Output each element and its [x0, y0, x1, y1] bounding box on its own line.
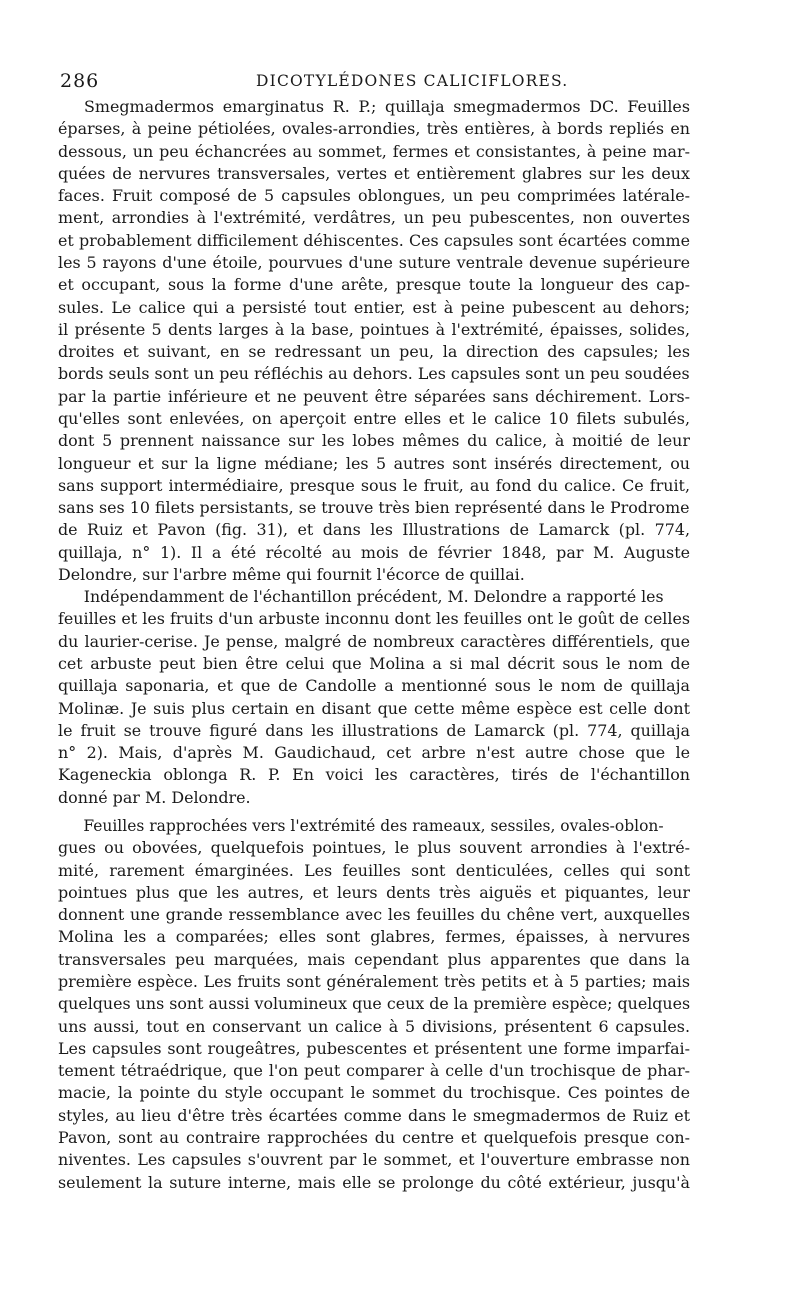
- text-line: Molinæ. Je suis plus certain en disant que cette même espèce est celle dont: [58, 698, 690, 718]
- text-line: sans support intermédiaire, presque sous le fruit, au fond du calice. Ce fruit,: [58, 475, 690, 495]
- text-line: du laurier-cerise. Je pense, malgré de nombreux caractères différentiels, que: [58, 631, 690, 651]
- text-line: par la partie inférieure et ne peuvent être séparées sans déchirement. Lors-: [58, 386, 690, 406]
- text-line: pointues plus que les autres, et leurs dents très aiguës et piquantes, leur: [58, 882, 690, 902]
- text-line: Pavon, sont au contraire rapprochées du centre et quelquefois presque con-: [58, 1127, 690, 1147]
- document-page: [58, 70, 690, 1194]
- text-line: transversales peu marquées, mais cependant plus apparentes que dans la: [58, 949, 690, 969]
- text-line: il présente 5 dents larges à la base, pointues à l'extrémité, épaisses, solides,: [58, 319, 690, 339]
- text-line: dessous, un peu échancrées au sommet, fermes et consistantes, à peine mar-: [58, 141, 690, 161]
- text-line: Feuilles rapprochées vers l'extrémité des rameaux, sessiles, ovales-oblon-: [83, 816, 664, 835]
- text-line: bords seuls sont un peu réfléchis au dehors. Les capsules sont un peu soudées: [58, 364, 690, 384]
- text-line: feuilles et les fruits d'un arbuste inconnu dont les feuilles ont le goût de celles: [58, 609, 690, 629]
- paragraph-3: [58, 815, 690, 1194]
- text-line: ment, arrondies à l'extrémité, verdâtres, un peu pubescentes, non ouvertes: [58, 208, 690, 228]
- text-line: éparses, à peine pétiolées, ovales-arrondies, très entières, à bords repliés en: [58, 119, 690, 139]
- text-line: gues ou obovées, quelquefois pointues, le plus souvent arrondies à l'extré-: [58, 838, 690, 858]
- text-line: mité, rarement émarginées. Les feuilles sont denticulées, celles qui sont: [58, 860, 690, 880]
- text-line: Indépendamment de l'échantillon précédent, M. Delondre a rapporté les: [83, 587, 664, 607]
- text-line: uns aussi, tout en conservant un calice à 5 divisions, présentent 6 capsules.: [58, 1016, 690, 1036]
- text-line: Delondre, sur l'arbre même qui fournit l'écorce de quillai.: [58, 564, 525, 584]
- text-line: de Ruiz et Pavon (fig. 31), et dans les Illustrations de Lamarck (pl. 774,: [58, 520, 690, 540]
- text-line: le fruit se trouve figuré dans les illustrations de Lamarck (pl. 774, quillaja: [58, 720, 690, 740]
- text-line: Molina les a comparées; elles sont glabres, fermes, épaisses, à nervures: [58, 927, 690, 947]
- text-line: droites et suivant, en se redressant un peu, la direction des capsules; les: [58, 342, 690, 362]
- page-header: [58, 70, 690, 96]
- text-line: sules. Le calice qui a persisté tout entier, est à peine pubescent au dehors;: [58, 297, 690, 317]
- page-number: 286: [60, 70, 100, 92]
- text-line: sans ses 10 filets persistants, se trouve très bien représenté dans le Prodrome: [58, 498, 690, 518]
- text-line: quillaja, n° 1). Il a été récolté au mois de février 1848, par M. Auguste: [58, 542, 690, 562]
- text-line: dont 5 prennent naissance sur les lobes mêmes du calice, à moitié de leur: [58, 431, 690, 451]
- running-title: DICOTYLÉDONES CALICIFLORES.: [256, 72, 569, 90]
- text-line: Kageneckia oblonga R. P. En voici les caractères, tirés de l'échantillon: [58, 765, 690, 785]
- text-line: et probablement difficilement déhiscentes. Ces capsules sont écartées comme: [58, 230, 690, 250]
- text-line: longueur et sur la ligne médiane; les 5 autres sont insérés directement, ou: [58, 453, 690, 473]
- text-line: Les capsules sont rougeâtres, pubescentes et présentent une forme imparfai-: [58, 1038, 690, 1058]
- text-line: macie, la pointe du style occupant le sommet du trochisque. Ces pointes de: [58, 1083, 690, 1103]
- text-line: tement tétraédrique, que l'on peut comparer à celle d'un trochisque de phar-: [58, 1061, 690, 1081]
- text-line: styles, au lieu d'être très écartées comme dans le smegmadermos de Ruiz et: [58, 1105, 690, 1125]
- text-line: niventes. Les capsules s'ouvrent par le sommet, et l'ouverture embrasse non: [58, 1150, 690, 1170]
- text-line: quelques uns sont aussi volumineux que ceux de la première espèce; quelques: [58, 994, 691, 1014]
- text-line: les 5 rayons d'une étoile, pourvues d'une suture ventrale devenue supérieure: [58, 252, 690, 272]
- text-line: donnent une grande ressemblance avec les feuilles du chêne vert, auxquelles: [58, 905, 690, 925]
- text-line: n° 2). Mais, d'après M. Gaudichaud, cet arbre n'est autre chose que le: [58, 743, 690, 763]
- paragraph-2: [58, 586, 690, 809]
- text-line: quillaja saponaria, et que de Candolle a mentionné sous le nom de quillaja: [58, 676, 690, 696]
- text-line: quées de nervures transversales, vertes et entièrement glabres sur les deux: [58, 163, 690, 183]
- text-line: cet arbuste peut bien être celui que Molina a si mal décrit sous le nom de: [58, 654, 690, 674]
- text-line: et occupant, sous la forme d'une arête, presque toute la longueur des cap-: [58, 275, 690, 295]
- text-line: faces. Fruit composé de 5 capsules oblongues, un peu comprimées latérale-: [58, 186, 690, 206]
- text-line: donné par M. Delondre.: [58, 787, 251, 807]
- text-line: Smegmadermos emarginatus R. P.; quillaja smegmadermos DC. Feuilles: [84, 97, 690, 116]
- text-line: seulement la suture interne, mais elle se prolonge du côté extérieur, jusqu'à: [58, 1172, 690, 1192]
- paragraph-1: [58, 96, 690, 586]
- text-line: première espèce. Les fruits sont généralement très petits et à 5 parties; mais: [58, 971, 690, 991]
- text-line: qu'elles sont enlevées, on aperçoit entre elles et le calice 10 filets subulés,: [58, 408, 690, 428]
